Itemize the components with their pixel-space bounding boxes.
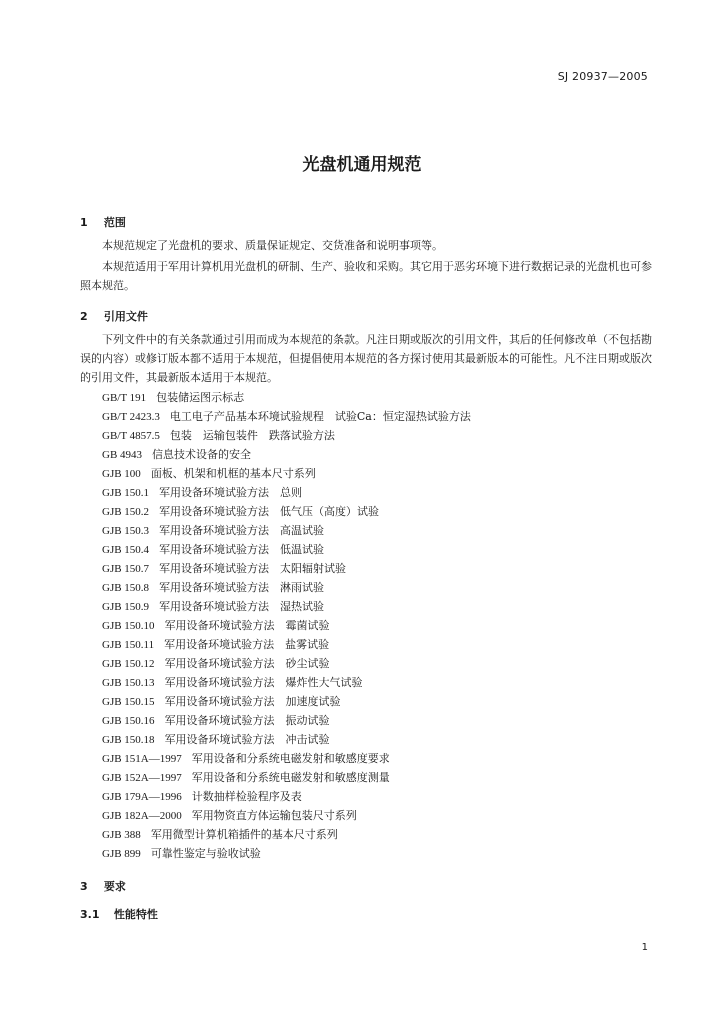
reference-title: 军用微型计算机箱插件的基本尺寸系列 (150, 828, 338, 841)
section-title: 引用文件 (103, 310, 148, 323)
document-code: SJ 20937—2005 (557, 70, 648, 83)
reference-title: 包装 运输包装件 跌落试验方法 (169, 429, 335, 442)
reference-item (102, 540, 471, 559)
reference-item (102, 806, 471, 825)
reference-title: 军用设备环境试验方法 总则 (159, 486, 303, 499)
reference-code: GJB 150.13 (102, 677, 155, 689)
reference-item (102, 654, 471, 673)
section-title: 性能特性 (113, 908, 158, 921)
reference-item (102, 768, 471, 787)
reference-item (102, 407, 471, 426)
reference-code: GJB 150.1 (102, 487, 150, 499)
reference-title: 计数抽样检验程序及表 (191, 790, 302, 803)
reference-item (102, 502, 471, 521)
reference-item (102, 559, 471, 578)
reference-item (102, 635, 471, 654)
reference-title: 面板、机架和机框的基本尺寸系列 (150, 467, 316, 480)
reference-item (102, 692, 471, 711)
reference-title: 军用设备环境试验方法 低温试验 (159, 543, 325, 556)
reference-code: GJB 152A—1997 (102, 772, 182, 784)
reference-item (102, 464, 471, 483)
reference-item (102, 711, 471, 730)
reference-item (102, 521, 471, 540)
section-2-heading (80, 308, 148, 324)
page-number: 1 (641, 942, 648, 953)
reference-code: GJB 179A—1996 (102, 791, 182, 803)
reference-title: 电工电子产品基本环境试验规程 试验Ca：恒定湿热试验方法 (169, 410, 471, 423)
section-3-heading (80, 878, 126, 894)
paragraph-scope-1: 本规范规定了光盘机的要求、质量保证规定、交货准备和说明事项等。 (102, 239, 443, 252)
reference-code: GJB 151A—1997 (102, 753, 182, 765)
reference-title: 军用设备和分系统电磁发射和敏感度测量 (191, 771, 390, 784)
section-number: 1 (80, 216, 88, 229)
reference-code: GJB 150.8 (102, 582, 150, 594)
reference-title: 军用设备环境试验方法 湿热试验 (159, 600, 325, 613)
reference-title: 军用设备环境试验方法 高温试验 (159, 524, 325, 537)
reference-code: GJB 150.2 (102, 506, 150, 518)
reference-code: GJB 150.18 (102, 734, 155, 746)
reference-code: GJB 899 (102, 848, 141, 860)
reference-item (102, 825, 471, 844)
reference-item (102, 597, 471, 616)
document-title: 光盘机通用规范 (302, 155, 422, 175)
reference-item (102, 445, 471, 464)
reference-code: GJB 150.16 (102, 715, 155, 727)
reference-code: GJB 150.11 (102, 639, 155, 651)
section-3-1-heading (80, 906, 158, 922)
reference-code: GB/T 4857.5 (102, 430, 160, 442)
section-number: 3 (80, 880, 88, 893)
reference-title: 军用设备环境试验方法 冲击试验 (164, 733, 330, 746)
reference-title: 军用设备和分系统电磁发射和敏感度要求 (191, 752, 390, 765)
reference-code: GJB 150.4 (102, 544, 150, 556)
reference-title: 军用设备环境试验方法 太阳辐射试验 (159, 562, 347, 575)
reference-item (102, 578, 471, 597)
reference-title: 军用设备环境试验方法 加速度试验 (164, 695, 341, 708)
section-title: 要求 (103, 880, 126, 893)
reference-title: 军用设备环境试验方法 低气压（高度）试验 (159, 505, 380, 518)
reference-title: 信息技术设备的安全 (152, 448, 252, 461)
reference-item (102, 787, 471, 806)
section-number: 2 (80, 310, 88, 323)
section-title: 范围 (103, 216, 126, 229)
reference-code: GJB 182A—2000 (102, 810, 182, 822)
reference-title: 军用设备环境试验方法 砂尘试验 (164, 657, 330, 670)
reference-code: GJB 388 (102, 829, 141, 841)
reference-title: 军用设备环境试验方法 淋雨试验 (159, 581, 325, 594)
reference-list (102, 388, 471, 863)
reference-item (102, 426, 471, 445)
reference-title: 军用物资直方体运输包装尺寸系列 (191, 809, 357, 822)
reference-code: GJB 150.3 (102, 525, 150, 537)
paragraph-scope-2: 本规范适用于军用计算机用光盘机的研制、生产、验收和采购。其它用于恶劣环境下进行数据记录的光盘机也可参照本规范。 (80, 260, 652, 292)
section-number: 3.1 (80, 908, 100, 921)
reference-code: GJB 150.10 (102, 620, 155, 632)
reference-item (102, 388, 471, 407)
reference-item (102, 730, 471, 749)
section-1-heading (80, 214, 126, 230)
reference-item (102, 616, 471, 635)
reference-title: 可靠性鉴定与验收试验 (150, 847, 261, 860)
reference-item (102, 749, 471, 768)
reference-code: GJB 100 (102, 468, 141, 480)
reference-code: GJB 150.12 (102, 658, 155, 670)
reference-title: 军用设备环境试验方法 霉菌试验 (164, 619, 330, 632)
reference-code: GB/T 2423.3 (102, 411, 160, 423)
reference-title: 包装储运图示标志 (156, 391, 245, 404)
reference-title: 军用设备环境试验方法 振动试验 (164, 714, 330, 727)
reference-item (102, 844, 471, 863)
reference-item (102, 483, 471, 502)
reference-code: GJB 150.15 (102, 696, 155, 708)
reference-title: 军用设备环境试验方法 盐雾试验 (164, 638, 330, 651)
reference-code: GJB 150.7 (102, 563, 150, 575)
paragraph-references-intro: 下列文件中的有关条款通过引用而成为本规范的条款。凡注日期或版次的引用文件，其后的任何修改单（不包括勘误的内容）或修订版本都不适用于本规范，但提倡使用本规范的各方探讨使用其最新版本的可能性。凡不注日期或版次的引用文件，其最新版本适用于本规范。 (80, 333, 652, 384)
reference-code: GJB 150.9 (102, 601, 150, 613)
reference-item (102, 673, 471, 692)
reference-code: GB/T 191 (102, 392, 147, 404)
reference-title: 军用设备环境试验方法 爆炸性大气试验 (164, 676, 363, 689)
reference-code: GB 4943 (102, 449, 143, 461)
